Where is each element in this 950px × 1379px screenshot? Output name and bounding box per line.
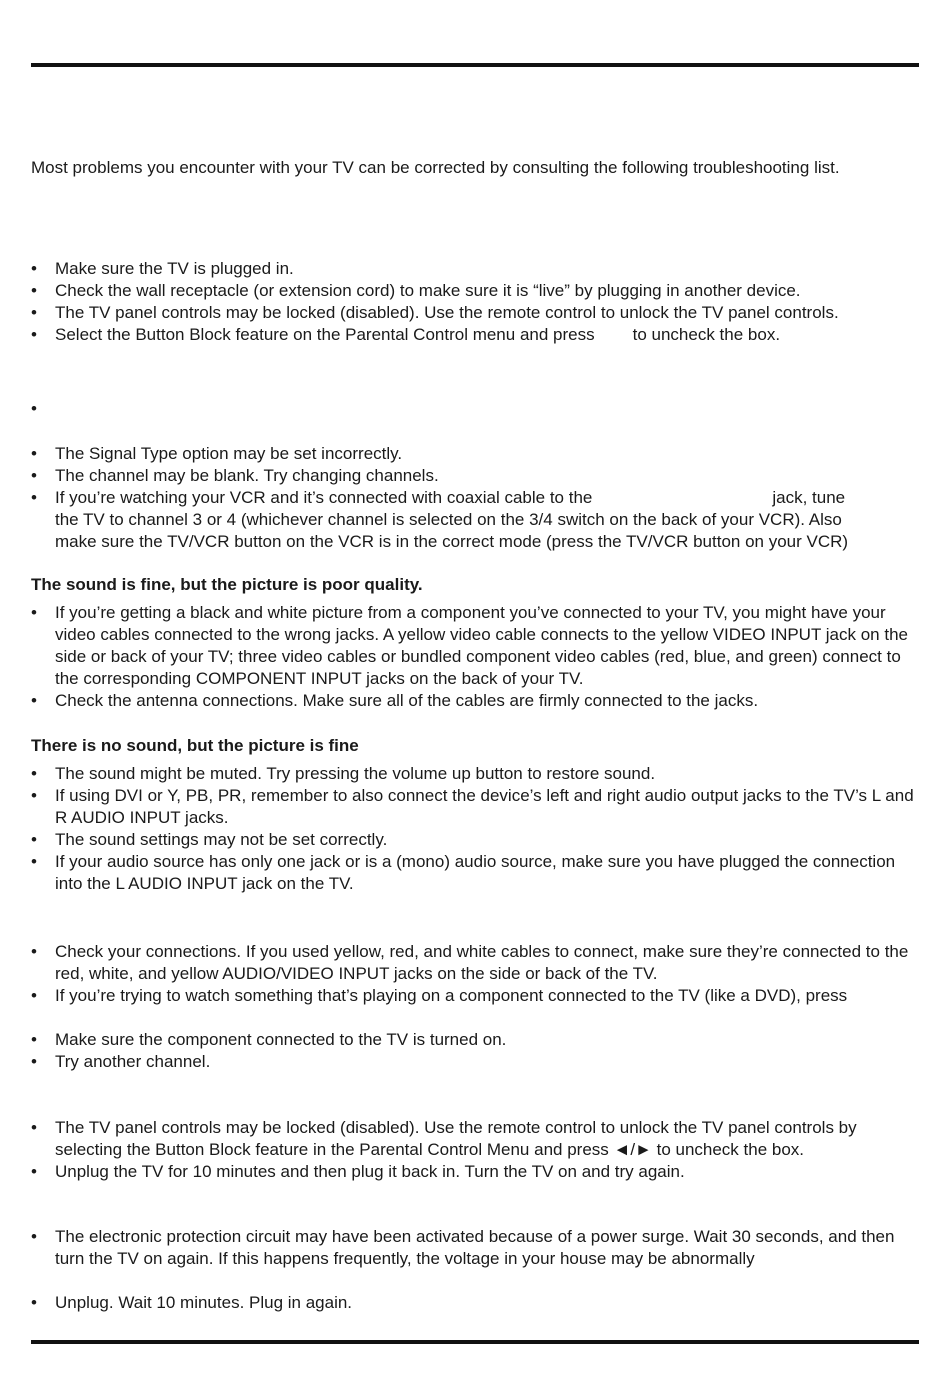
heading-poor-picture: The sound is fine, but the picture is poor quality.	[31, 575, 423, 594]
power-surge-list	[31, 1226, 921, 1270]
connections-list-2	[31, 1029, 921, 1073]
jack-tune-text: jack, tune	[772, 488, 846, 507]
no-picture-list	[31, 443, 921, 553]
list-item: • Check the wall receptacle (or extension cord) to make sure it is “live” by plugging in another device.	[31, 280, 921, 302]
no-power-list	[31, 258, 921, 346]
list-item: • The sound might be muted. Try pressing the volume up button to restore sound.	[31, 763, 921, 785]
poor-picture-list	[31, 602, 921, 712]
connections-list	[31, 941, 921, 1007]
unplug-list	[31, 1292, 921, 1314]
intro-text: Most problems you encounter with your TV can be corrected by consulting the following troubleshooting list.	[31, 158, 840, 177]
list-item: • The TV panel controls may be locked (disabled). Use the remote control to unlock the TV panel controls by selecting the Button Block feature in the Parental Control Menu and press ◄/► to uncheck the box.	[31, 1117, 921, 1161]
heading-no-sound: There is no sound, but the picture is fine	[31, 736, 359, 755]
list-item: • Make sure the TV is plugged in.	[31, 258, 921, 280]
list-item: • Try another channel.	[31, 1051, 921, 1073]
list-item: • Unplug. Wait 10 minutes. Plug in again.	[31, 1292, 921, 1314]
list-item: • Check your connections. If you used yellow, red, and white cables to connect, make sure they’re connected to the red, white, and yellow AUDIO/VIDEO INPUT jacks on the side or back of the TV.	[31, 941, 921, 985]
list-item: • The Signal Type option may be set incorrectly.	[31, 443, 921, 465]
uncheck-text: to uncheck the box.	[632, 325, 781, 344]
list-item	[31, 398, 921, 420]
vcr-text-line3: make sure the TV/VCR button on the VCR is in the correct mode (press the TV/VCR button on your VCR)	[55, 532, 849, 551]
empty-list	[31, 398, 921, 420]
list-item: • The TV panel controls may be locked (disabled). Use the remote control to unlock the TV panel controls.	[31, 302, 921, 324]
list-item: • If using DVI or Y, PB, PR, remember to also connect the device’s left and right audio output jacks to the TV’s L and R AUDIO INPUT jacks.	[31, 785, 921, 829]
bottom-rule	[31, 1340, 919, 1344]
list-item: • If you’re trying to watch something that’s playing on a component connected to the TV (like a DVD), press	[31, 985, 921, 1007]
top-rule	[31, 63, 919, 67]
no-sound-list	[31, 763, 921, 895]
panel-controls-list	[31, 1117, 921, 1183]
list-item	[31, 324, 921, 346]
list-item: • The channel may be blank. Try changing channels.	[31, 465, 921, 487]
vcr-text: If you’re watching your VCR and it’s connected with coaxial cable to the	[55, 488, 593, 507]
list-item: • The electronic protection circuit may have been activated because of a power surge. Wait 30 seconds, and then turn the TV on again. If this happens frequently, the voltage in your house may be abnormally	[31, 1226, 921, 1270]
vcr-text-line2: the TV to channel 3 or 4 (whichever channel is selected on the 3/4 switch on the back of your VCR). Also	[55, 510, 842, 529]
list-item: • Unplug the TV for 10 minutes and then plug it back in. Turn the TV on and try again.	[31, 1161, 921, 1183]
list-item: • Check the antenna connections. Make sure all of the cables are firmly connected to the jacks.	[31, 690, 921, 712]
button-block-text: Select the Button Block feature on the Parental Control menu and press	[55, 325, 595, 344]
list-item: • The sound settings may not be set correctly.	[31, 829, 921, 851]
list-item: • If you’re getting a black and white picture from a component you’ve connected to your TV, you might have your video cables connected to the wrong jacks. A yellow video cable connects to the yellow VIDEO INPUT jack on the side or back of your TV; three video cables or bundled component video cables (red, blue, and green) connect to the corresponding COMPONENT INPUT jacks on the back of your TV.	[31, 602, 921, 690]
list-item	[31, 487, 921, 553]
list-item: • If your audio source has only one jack or is a (mono) audio source, make sure you have plugged the connection into the L AUDIO INPUT jack on the TV.	[31, 851, 921, 895]
list-item: • Make sure the component connected to the TV is turned on.	[31, 1029, 921, 1051]
